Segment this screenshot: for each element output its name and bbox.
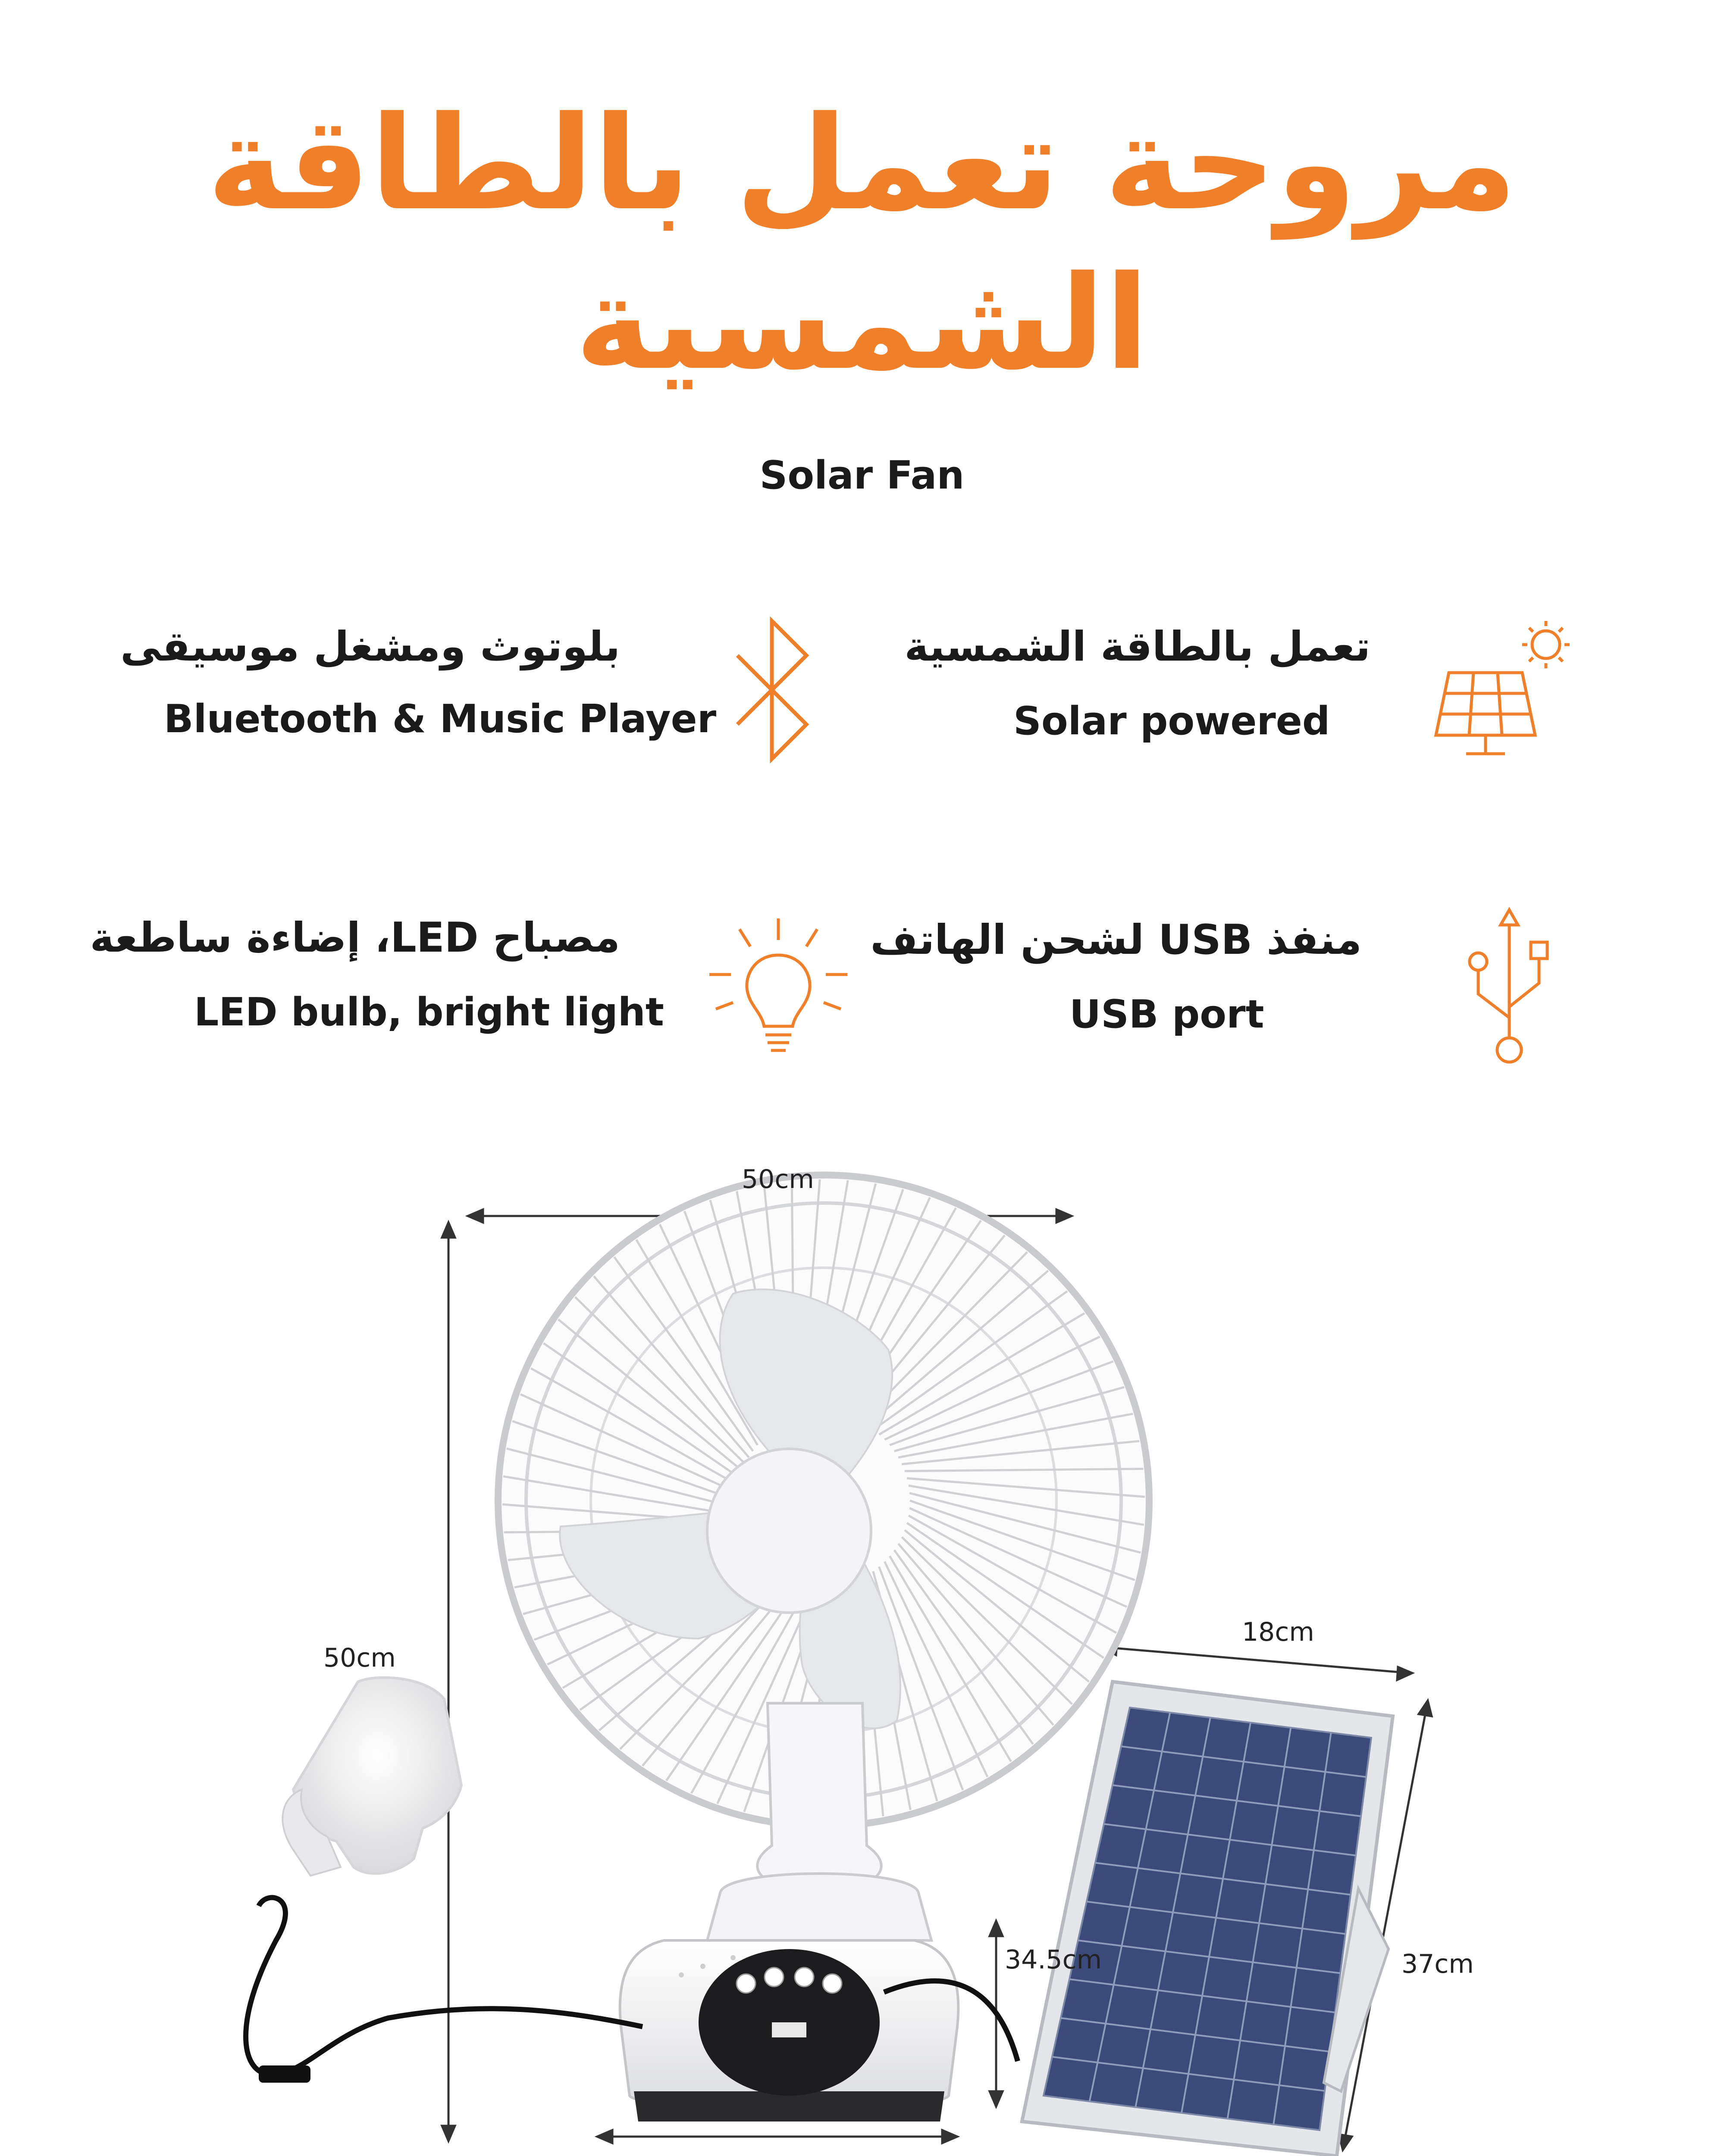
- cable-switch: [259, 2065, 310, 2083]
- usb-icon: [1466, 906, 1552, 1069]
- led-bulb: [282, 1677, 461, 1876]
- panel-width-label: 18cm: [1242, 1617, 1314, 1647]
- feature-usb-ar: منفذ USB لشحن الهاتف: [870, 916, 1362, 964]
- fan-height-dimension: [442, 1222, 455, 2141]
- feature-led-en: LED bulb, bright light: [194, 990, 664, 1035]
- solar-panel: [1022, 1682, 1393, 2156]
- page-title-line-2: الشمسية: [575, 248, 1149, 398]
- fan-neck: [757, 1703, 881, 1893]
- panel-width-dimension: [1102, 1642, 1412, 1680]
- product-illustration: [0, 1121, 1724, 2156]
- feature-bluetooth-ar: بلوتوث ومشغل موسيقى: [120, 623, 620, 671]
- fan-hub: [707, 1449, 871, 1613]
- feature-solar-en: Solar powered: [1013, 699, 1330, 744]
- fan-base-bottom: [634, 2091, 944, 2122]
- panel-height-label: 37cm: [1401, 1949, 1474, 1979]
- solar-panel-icon: [1432, 617, 1587, 763]
- page-subtitle: Solar Fan: [759, 453, 965, 498]
- page-title-line-1: مروحة تعمل بالطاقة: [207, 88, 1517, 239]
- light-bulb-icon: [707, 910, 849, 1065]
- feature-led-ar: مصباح LED، إضاءة ساطعة: [90, 914, 620, 962]
- fan-width-label: 50cm: [742, 1164, 814, 1194]
- feature-bluetooth-en: Bluetooth & Music Player: [164, 696, 717, 742]
- base-height-label: 34.5cm: [1005, 1945, 1102, 1975]
- base-width-dimension: [597, 2130, 957, 2143]
- feature-solar-ar: تعمل بالطاقة الشمسية: [904, 623, 1370, 671]
- feature-usb-en: USB port: [1069, 992, 1264, 1037]
- bluetooth-icon: [729, 617, 815, 763]
- fan-height-label: 50cm: [323, 1643, 396, 1673]
- fan-stand: [707, 1874, 931, 1940]
